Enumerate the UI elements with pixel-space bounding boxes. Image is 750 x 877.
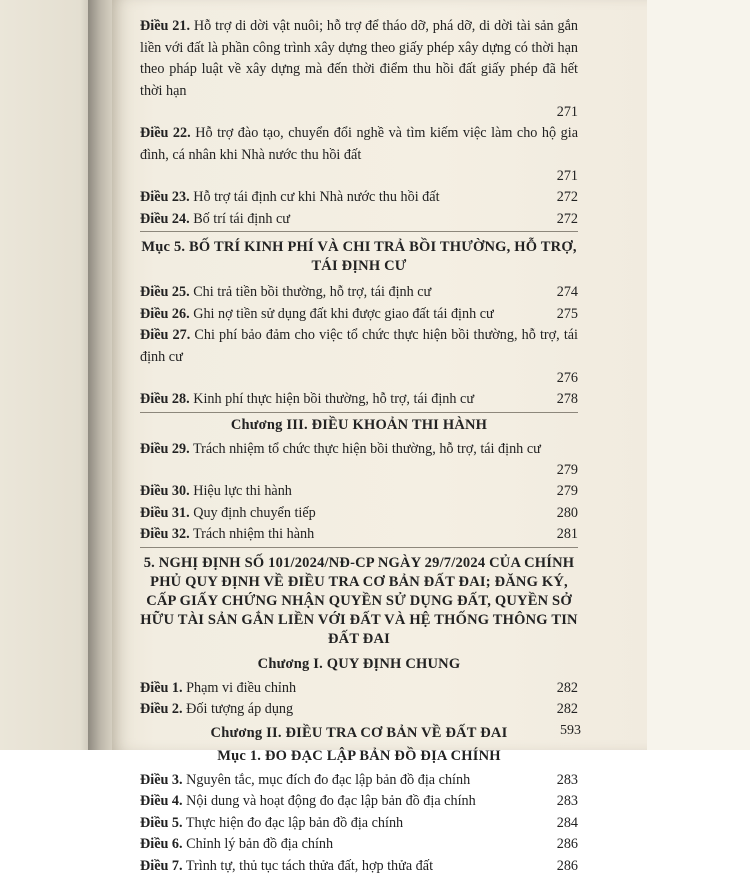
entry-title: Trách nhiệm thi hành xyxy=(193,526,314,542)
entry-group-b xyxy=(140,282,578,411)
toc-entry xyxy=(140,187,578,209)
chapter-heading-2: Chương II. ĐIỀU TRA CƠ BẢN VỀ ĐẤT ĐAI xyxy=(140,724,578,743)
table-of-contents xyxy=(140,16,578,877)
toc-entry xyxy=(140,209,578,231)
entry-page-number: 283 xyxy=(557,791,578,813)
toc-entry xyxy=(140,16,578,123)
entry-group-a xyxy=(140,16,578,230)
divider xyxy=(140,547,578,548)
entry-label: Điều 4. xyxy=(140,793,183,809)
chapter-heading-3: Chương III. ĐIỀU KHOẢN THI HÀNH xyxy=(140,416,578,435)
toc-entry xyxy=(140,856,578,877)
toc-entry xyxy=(140,791,578,813)
entry-group-d xyxy=(140,678,578,721)
entry-page-number: 278 xyxy=(557,389,578,411)
toc-entry xyxy=(140,699,578,721)
entry-page-number: 275 xyxy=(557,304,578,326)
page-number: 593 xyxy=(560,723,581,739)
entry-label: Điều 27. xyxy=(140,327,190,343)
entry-page-number: 284 xyxy=(557,813,578,835)
divider xyxy=(140,412,578,413)
entry-title: Bố trí tái định cư xyxy=(193,211,290,227)
entry-title: Quy định chuyển tiếp xyxy=(193,505,316,521)
entry-page-number: 272 xyxy=(557,187,578,209)
toc-entry xyxy=(140,123,578,187)
entry-page-number: 283 xyxy=(557,770,578,792)
entry-title: Kinh phí thực hiện bồi thường, hỗ trợ, tái định cư xyxy=(193,391,474,407)
decree-heading: 5. NGHỊ ĐỊNH SỐ 101/2024/NĐ-CP NGÀY 29/7/2024 CỦA CHÍNH PHỦ QUY ĐỊNH VỀ ĐIỀU TRA CƠ BẢN ĐẤT ĐAI; ĐĂNG KÝ, CẤP GIẤY CHỨNG NHẬN QUYỀN SỬ DỤNG ĐẤT, QUYỀN SỞ HỮU TÀI SẢN GẮN LIỀN VỚI ĐẤT VÀ HỆ THỐNG THÔNG TIN ĐẤT ĐAI xyxy=(140,554,578,649)
entry-page-number: 286 xyxy=(557,834,578,856)
toc-entry xyxy=(140,524,578,546)
entry-label: Điều 29. xyxy=(140,441,190,457)
entry-label: Điều 1. xyxy=(140,680,183,696)
entry-label: Điều 28. xyxy=(140,391,190,407)
section-heading-muc1: Mục 1. ĐO ĐẠC LẬP BẢN ĐỒ ĐỊA CHÍNH xyxy=(140,747,578,766)
entry-title: Nguyên tắc, mục đích đo đạc lập bản đồ địa chính xyxy=(186,772,470,788)
entry-label: Điều 26. xyxy=(140,306,190,322)
entry-label: Điều 7. xyxy=(140,858,183,874)
entry-page-number: 279 xyxy=(557,481,578,503)
entry-page-number: 271 xyxy=(557,166,578,188)
chapter-heading-1: Chương I. QUY ĐỊNH CHUNG xyxy=(140,655,578,674)
divider xyxy=(140,231,578,232)
left-page xyxy=(0,0,100,750)
entry-title: Nội dung và hoạt động đo đạc lập bản đồ địa chính xyxy=(186,793,476,809)
entry-label: Điều 3. xyxy=(140,772,183,788)
toc-entry xyxy=(140,834,578,856)
entry-page-number: 286 xyxy=(557,856,578,877)
toc-entry xyxy=(140,481,578,503)
entry-title: Ghi nợ tiền sử dụng đất khi được giao đất tái định cư xyxy=(193,306,494,322)
entry-group-c xyxy=(140,439,578,546)
section-heading-muc5: Mục 5. BỐ TRÍ KINH PHÍ VÀ CHI TRẢ BỒI THƯỜNG, HỖ TRỢ, TÁI ĐỊNH CƯ xyxy=(140,238,578,276)
entry-group-e xyxy=(140,770,578,877)
entry-page-number: 276 xyxy=(557,368,578,390)
toc-entry xyxy=(140,770,578,792)
entry-label: Điều 30. xyxy=(140,483,190,499)
entry-title: Chi phí bảo đảm cho việc tổ chức thực hiện bồi thường, hỗ trợ, tái định cư xyxy=(140,327,578,365)
entry-title: Hỗ trợ di dời vật nuôi; hỗ trợ để tháo dỡ, phá dỡ, di dời tài sản gắn liền với đất là phần công trình xây dựng theo giấy phép xây dựng có thời hạn theo pháp luật về xây dựng mà đến thời điểm thu hồi đất giấy phép đã hết thời hạn xyxy=(140,18,578,99)
toc-entry xyxy=(140,503,578,525)
toc-entry xyxy=(140,304,578,326)
entry-page-number: 280 xyxy=(557,503,578,525)
entry-label: Điều 24. xyxy=(140,211,190,227)
entry-title: Hỗ trợ tái định cư khi Nhà nước thu hồi đất xyxy=(193,189,439,205)
entry-label: Điều 2. xyxy=(140,701,183,717)
entry-label: Điều 25. xyxy=(140,284,190,300)
entry-page-number: 282 xyxy=(557,699,578,721)
entry-label: Điều 22. xyxy=(140,125,191,141)
entry-title: Trách nhiệm tổ chức thực hiện bồi thường, hỗ trợ, tái định cư xyxy=(193,441,541,457)
toc-entry xyxy=(140,813,578,835)
entry-title: Đối tượng áp dụng xyxy=(186,701,293,717)
toc-entry xyxy=(140,439,578,482)
entry-label: Điều 5. xyxy=(140,815,183,831)
entry-title: Phạm vi điều chỉnh xyxy=(186,680,296,696)
toc-entry xyxy=(140,389,578,411)
toc-entry xyxy=(140,325,578,389)
entry-label: Điều 23. xyxy=(140,189,190,205)
entry-label: Điều 21. xyxy=(140,18,190,34)
entry-title: Thực hiện đo đạc lập bản đồ địa chính xyxy=(186,815,403,831)
entry-page-number: 274 xyxy=(557,282,578,304)
entry-page-number: 281 xyxy=(557,524,578,546)
entry-label: Điều 31. xyxy=(140,505,190,521)
entry-title: Hỗ trợ đào tạo, chuyển đổi nghề và tìm kiếm việc làm cho hộ gia đình, cá nhân khi Nhà nước thu hồi đất xyxy=(140,125,578,163)
entry-label: Điều 32. xyxy=(140,526,190,542)
entry-title: Chỉnh lý bản đồ địa chính xyxy=(186,836,333,852)
entry-page-number: 271 xyxy=(557,102,578,124)
background-right xyxy=(640,0,750,750)
toc-entry xyxy=(140,678,578,700)
toc-entry xyxy=(140,282,578,304)
entry-page-number: 282 xyxy=(557,678,578,700)
entry-title: Hiệu lực thi hành xyxy=(193,483,292,499)
entry-title: Chi trả tiền bồi thường, hỗ trợ, tái định cư xyxy=(193,284,431,300)
entry-label: Điều 6. xyxy=(140,836,183,852)
entry-title: Trình tự, thủ tục tách thửa đất, hợp thửa đất xyxy=(186,858,433,874)
entry-page-number: 272 xyxy=(557,209,578,231)
entry-page-number: 279 xyxy=(557,460,578,482)
